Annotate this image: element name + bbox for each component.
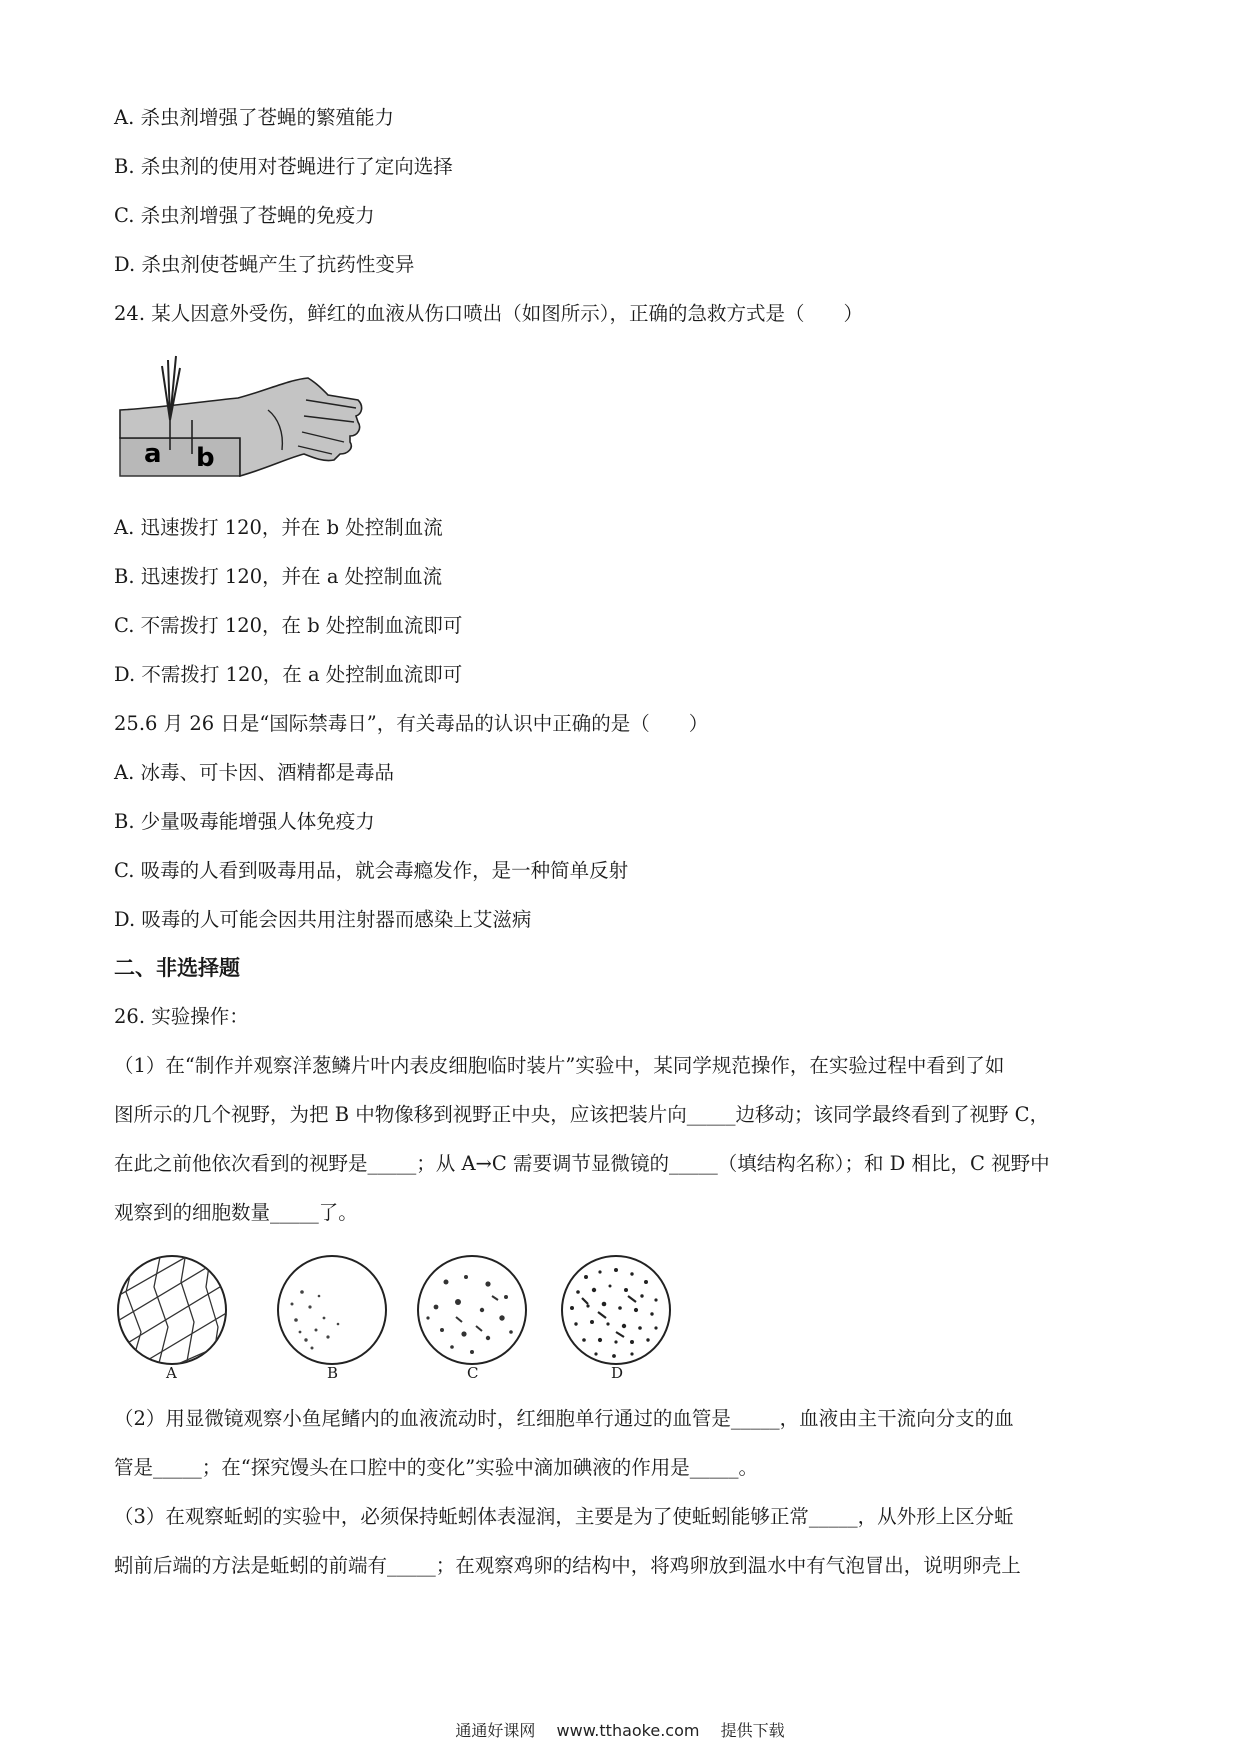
field-label-b: B — [327, 1364, 339, 1382]
q25-option-c: C. 吸毒的人看到吸毒用品，就会毒瘾发作，是一种简单反射 — [114, 859, 629, 882]
figure-label-b: b — [196, 443, 215, 473]
field-b — [278, 1256, 386, 1364]
footer-site-name: 通通好课网 — [455, 1721, 536, 1740]
q24-option-a: A. 迅速拨打 120，并在 b 处控制血流 — [114, 516, 443, 539]
q24-option-b: B. 迅速拨打 120，并在 a 处控制血流 — [114, 565, 443, 588]
field-a — [116, 1252, 228, 1367]
q26-p2-line2: 管是_____；在“探究馒头在口腔中的变化”实验中滴加碘液的作用是_____。 — [114, 1456, 758, 1479]
q26-p2-line1: （2）用显微镜观察小鱼尾鳍内的血液流动时，红细胞单行通过的血管是_____，血液由主干流向分支的血 — [114, 1407, 1014, 1430]
q26-p1-line3: 在此之前他依次看到的视野是_____；从 A→C 需要调节显微镜的_____（填结构名称）；和 D 相比，C 视野中 — [114, 1152, 1050, 1175]
figure-label-a: a — [144, 439, 162, 469]
field-label-d: D — [611, 1364, 624, 1382]
field-label-a: A — [166, 1364, 177, 1382]
q25-option-a: A. 冰毒、可卡因、酒精都是毒品 — [114, 761, 394, 784]
q23-option-a: A. 杀虫剂增强了苍蝇的繁殖能力 — [114, 106, 394, 129]
field-d — [562, 1256, 670, 1364]
q23-option-c: C. 杀虫剂增强了苍蝇的免疫力 — [114, 204, 375, 227]
q24-option-c: C. 不需拨打 120，在 b 处控制血流即可 — [114, 614, 463, 637]
section-heading: 二、非选择题 — [114, 956, 240, 980]
q26-p1-line2: 图所示的几个视野，为把 B 中物像移到视野正中央，应该把装片向_____边移动；该同学最终看到了视野 C， — [114, 1103, 1050, 1126]
q26-p1-line4: 观察到的细胞数量_____了。 — [114, 1201, 358, 1224]
footer-note: 提供下载 — [720, 1721, 785, 1740]
page-footer — [0, 1718, 1240, 1741]
footer-url[interactable]: www.tthaoke.com — [556, 1721, 700, 1740]
q25-option-d: D. 吸毒的人可能会因共用注射器而感染上艾滋病 — [114, 908, 532, 931]
q26-p3-line2: 蚓前后端的方法是蚯蚓的前端有_____；在观察鸡卵的结构中，将鸡卵放到温水中有气泡冒出，说明卵壳上 — [114, 1554, 1021, 1577]
field-c — [418, 1256, 526, 1364]
arm-wound-figure — [118, 350, 366, 480]
q26-p3-line1: （3）在观察蚯蚓的实验中，必须保持蚯蚓体表湿润，主要是为了使蚯蚓能够正常_____，从外形上区分蚯 — [114, 1505, 1014, 1528]
q23-option-d: D. 杀虫剂使苍蝇产生了抗药性变异 — [114, 253, 415, 276]
field-label-c: C — [467, 1364, 479, 1382]
q25-option-b: B. 少量吸毒能增强人体免疫力 — [114, 810, 375, 833]
q24-stem: 24. 某人因意外受伤，鲜红的血液从伤口喷出（如图所示），正确的急救方式是（ ） — [114, 302, 863, 325]
q26-title: 26. 实验操作： — [114, 1005, 249, 1028]
microscope-fields-figure — [116, 1252, 726, 1392]
q25-stem: 25.6 月 26 日是“国际禁毒日”，有关毒品的认识中正确的是（ ） — [114, 712, 709, 735]
q26-p1-line1: （1）在“制作并观察洋葱鳞片叶内表皮细胞临时装片”实验中，某同学规范操作，在实验过程中看到了如 — [114, 1054, 1005, 1077]
q24-option-d: D. 不需拨打 120，在 a 处控制血流即可 — [114, 663, 463, 686]
q23-option-b: B. 杀虫剂的使用对苍蝇进行了定向选择 — [114, 155, 453, 178]
